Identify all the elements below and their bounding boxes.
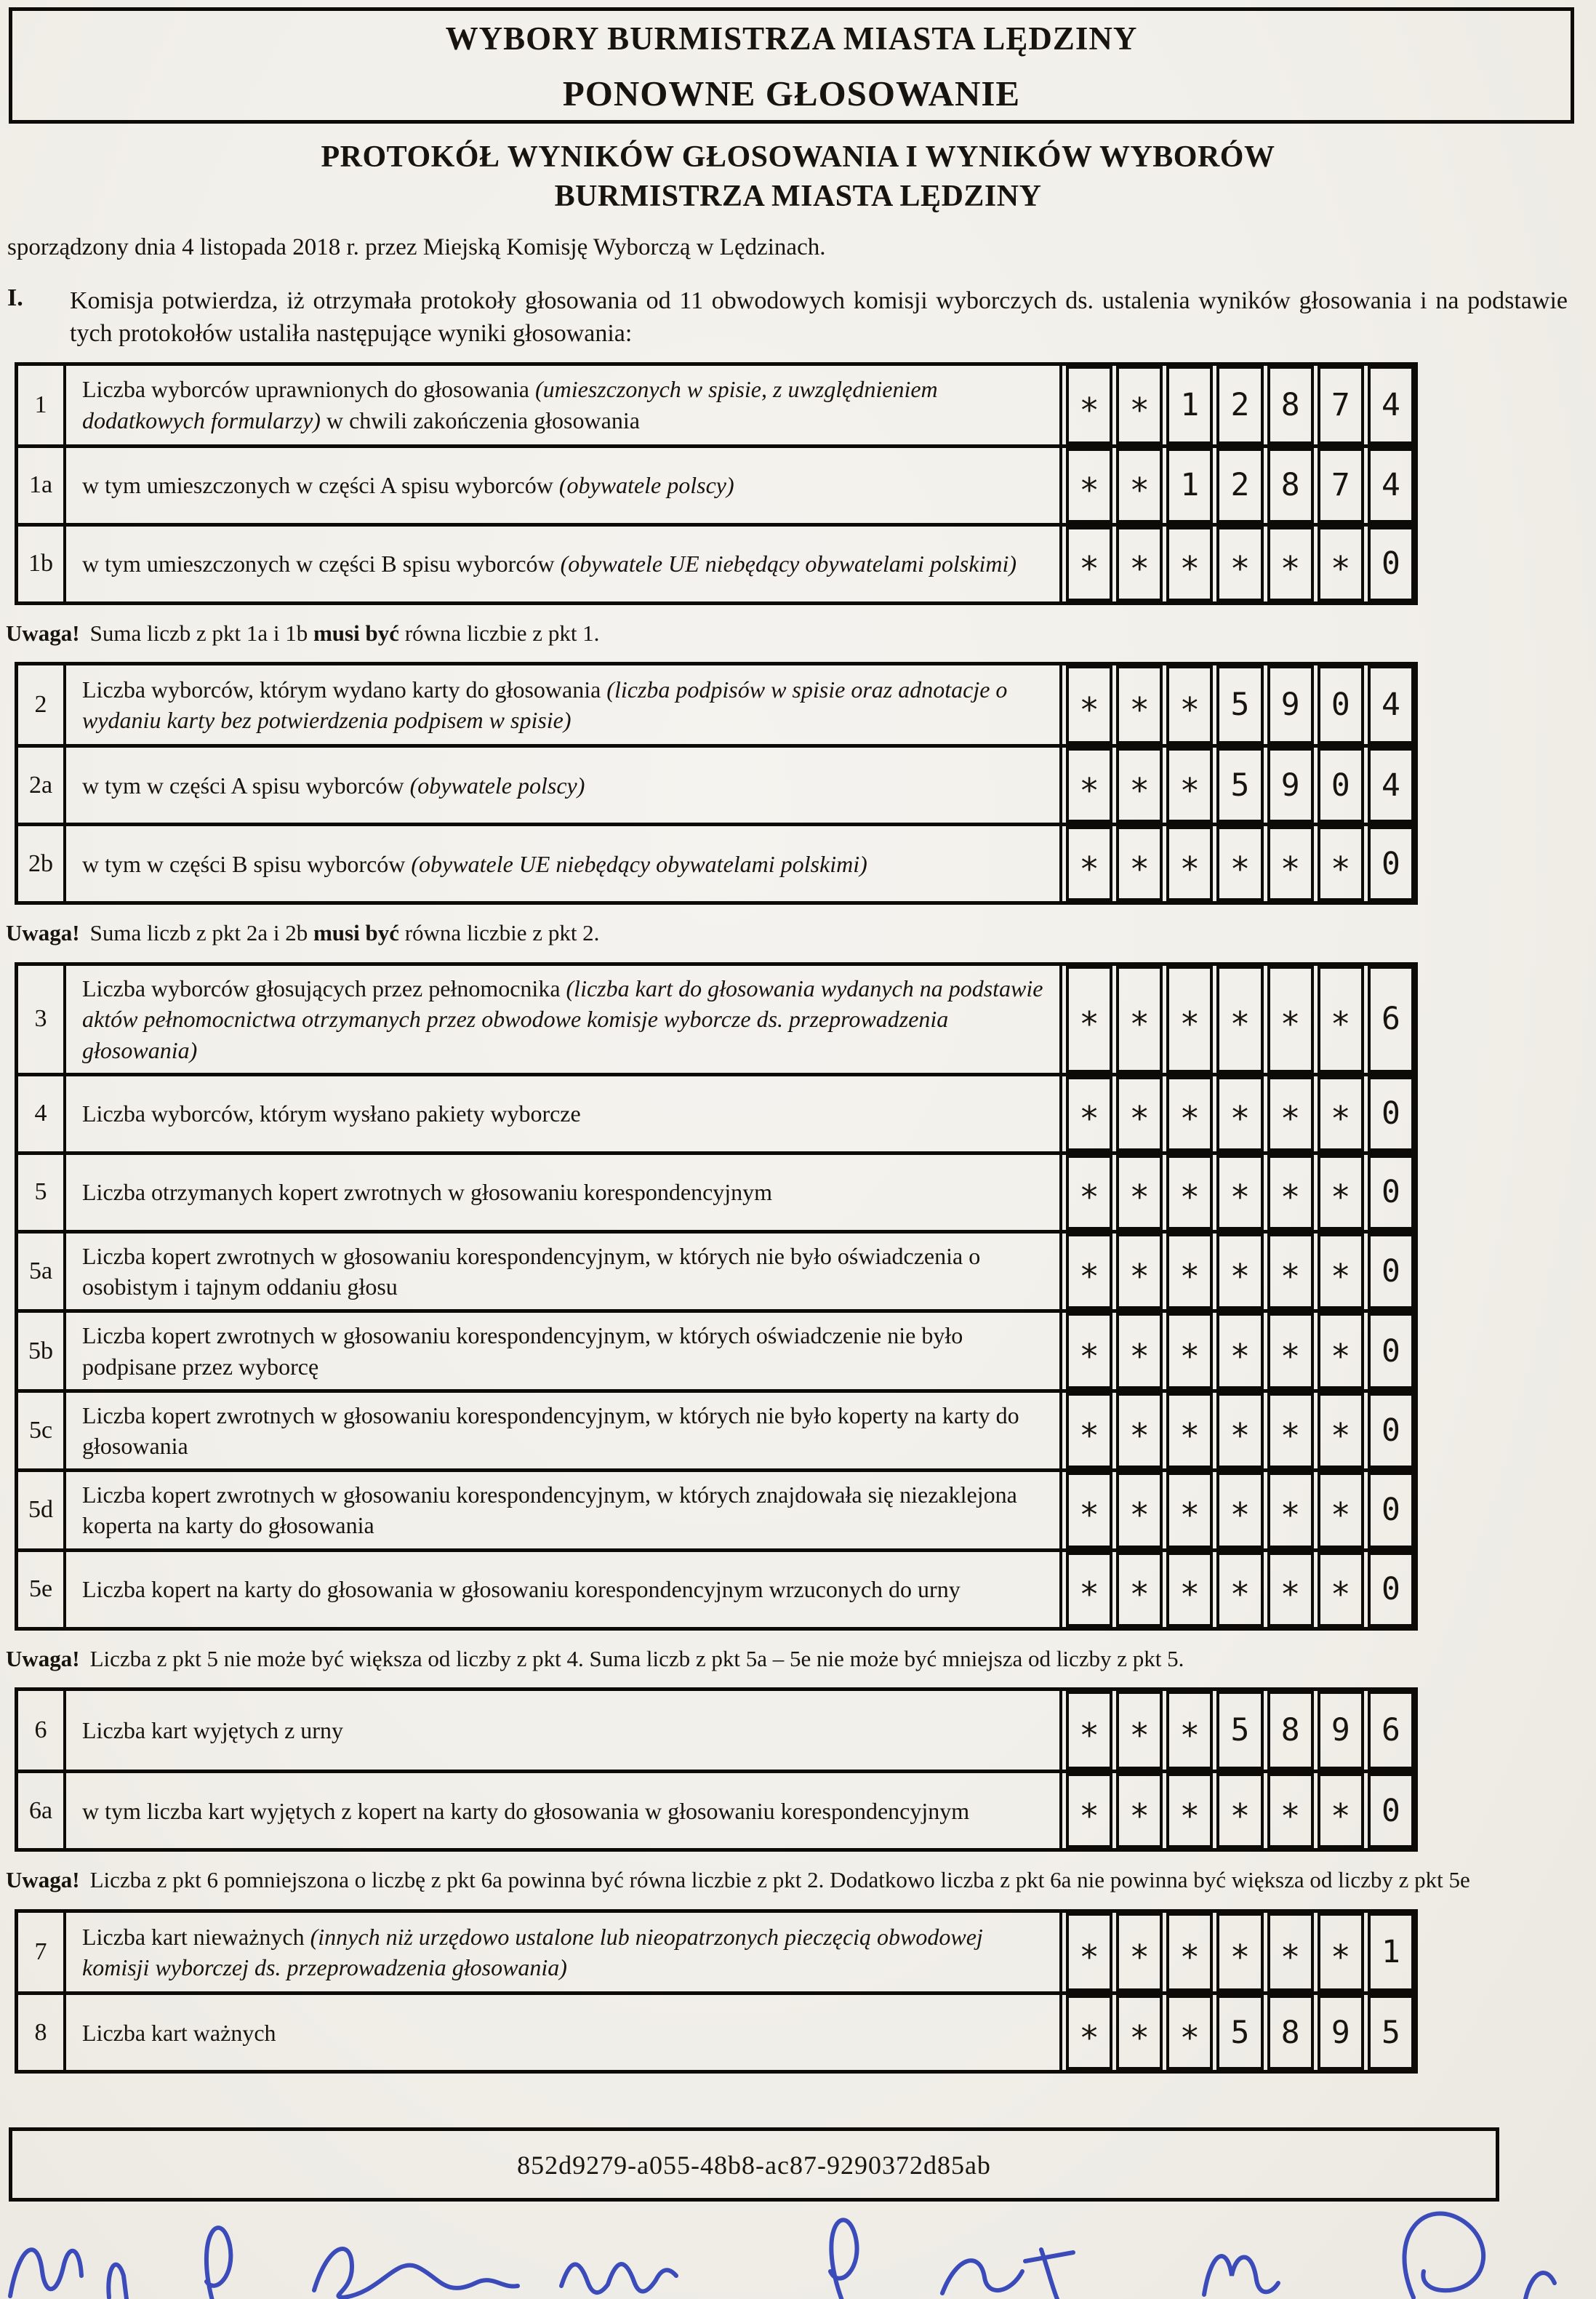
digit-cell: *: [1066, 448, 1112, 523]
digit-cell: 0: [1368, 1472, 1414, 1548]
digit-cell: *: [1216, 1076, 1263, 1151]
row-description-text: Liczba wyborców, którym wysłano pakiety wyborcze: [82, 1100, 581, 1127]
table-row: [18, 1309, 1414, 1388]
row-description-italic: (obywatele UE niebędący obywatelami polskimi): [560, 550, 1016, 577]
digit-cell: *: [1216, 1773, 1263, 1848]
runoff-label: PONOWNE GŁOSOWANIE: [562, 73, 1021, 113]
digit-cell: *: [1116, 1076, 1163, 1151]
row-number: 8: [18, 1995, 66, 2070]
digit-cells: [1062, 448, 1414, 523]
digit-cell: *: [1066, 1691, 1112, 1770]
digit-cell: 0: [1368, 1155, 1414, 1230]
digit-cell: 0: [1368, 1313, 1414, 1388]
digit-cell: *: [1066, 1155, 1112, 1230]
digit-cell: 8: [1267, 448, 1314, 523]
signature-stroke: [206, 2228, 230, 2299]
table-row: [18, 1770, 1414, 1848]
row-description: [66, 966, 1062, 1073]
table-row: [18, 444, 1414, 523]
digit-cell: *: [1116, 1691, 1163, 1770]
row-number: 7: [18, 1913, 66, 1991]
digit-cell: 6: [1368, 1691, 1414, 1770]
digit-cells: [1062, 1552, 1414, 1627]
digit-cells: [1062, 1995, 1414, 2070]
digit-cell: *: [1318, 1552, 1364, 1627]
digit-cells: [1062, 1472, 1414, 1548]
digit-cell: *: [1066, 1313, 1112, 1388]
digit-cell: *: [1267, 826, 1314, 901]
digit-cells: [1062, 1691, 1414, 1770]
signature-stroke: [1405, 2213, 1484, 2298]
row-description-italic: (innych niż urzędowo ustalone lub nieopatrzonych pieczęcią obwodowej komisji wyborczej ds. przeprowadzenia głosowania): [82, 1924, 983, 1981]
digit-cell: 2: [1216, 448, 1263, 523]
digit-cell: *: [1216, 1913, 1263, 1991]
digit-cell: *: [1066, 1773, 1112, 1848]
digit-cell: *: [1166, 748, 1213, 823]
digit-cell: 0: [1368, 527, 1414, 601]
digit-cell: *: [1116, 1313, 1163, 1388]
digit-cells: [1062, 1773, 1414, 1848]
digit-cell: *: [1066, 1472, 1112, 1548]
section-1-text: Komisja potwierdza, iż otrzymała protokoły głosowania od 11 obwodowych komisji wyborczych ds. ustalenia wyników głosowania i na podstawie tych protokołów ustaliła następujące wyniki głosowania:: [70, 287, 1568, 348]
digit-cell: *: [1116, 1995, 1163, 2070]
signature-stroke: [1525, 2273, 1555, 2299]
digit-cell: *: [1066, 1913, 1112, 1991]
table-row: [18, 366, 1414, 444]
digit-cell: *: [1267, 1393, 1314, 1468]
digit-cell: 0: [1368, 1773, 1414, 1848]
signature-stroke: [942, 2260, 1022, 2293]
note-text: Suma liczb z pkt 2a i 2b: [89, 920, 313, 946]
row-description: [66, 1234, 1062, 1309]
digit-cell: 8: [1267, 366, 1314, 444]
digit-cell: *: [1216, 1234, 1263, 1309]
row-description: [66, 448, 1062, 523]
table-row: [18, 1230, 1414, 1309]
digit-cell: 9: [1267, 748, 1314, 823]
table-row: [18, 1548, 1414, 1627]
table-row: [18, 966, 1414, 1073]
note-text: Liczba z pkt 6 pomniejszona o liczbę z pkt 6a powinna być równa liczbie z pkt 2. Dodatkowo liczba z pkt 6a nie powinna być większa od liczby z pkt 5e: [89, 1867, 1470, 1893]
row-number: 5e: [18, 1552, 66, 1627]
digit-cell: *: [1066, 1552, 1112, 1627]
digit-cell: 8: [1267, 1995, 1314, 2070]
table-row: [18, 823, 1414, 901]
digit-cell: *: [1267, 1313, 1314, 1388]
digit-cell: *: [1066, 1995, 1112, 2070]
digit-cell: *: [1116, 748, 1163, 823]
row-number: 5: [18, 1155, 66, 1230]
table-row: [18, 1151, 1414, 1230]
table-row: [18, 1691, 1414, 1770]
row-description-text: Liczba otrzymanych kopert zwrotnych w głosowaniu korespondencyjnym: [82, 1179, 773, 1206]
digit-cell: 4: [1368, 665, 1414, 744]
digit-cell: *: [1267, 966, 1314, 1073]
digit-cell: 0: [1368, 1393, 1414, 1468]
row-number: 5b: [18, 1313, 66, 1388]
digit-cell: *: [1166, 665, 1213, 744]
row-description: [66, 1472, 1062, 1548]
signature-stroke: [314, 2249, 518, 2298]
digit-cell: *: [1267, 1155, 1314, 1230]
digit-cell: *: [1066, 1393, 1112, 1468]
row-number: 2a: [18, 748, 66, 823]
section-1: [7, 284, 1578, 351]
note-4: [6, 1865, 1504, 1896]
digit-cell: 0: [1318, 665, 1364, 744]
row-description-italic: (umieszczonych w spisie, z uwzględnieniem dodatkowych formularzy): [82, 376, 938, 433]
digit-cell: 0: [1368, 1552, 1414, 1627]
protocol-title-line2: BURMISTRZA MIASTA LĘDZINY: [554, 179, 1042, 213]
digit-cells: [1062, 527, 1414, 601]
signature-stroke: [561, 2264, 676, 2292]
digit-cell: *: [1166, 966, 1213, 1073]
row-description-text: w tym liczba kart wyjętych z kopert na karty do głosowania w głosowaniu korespondencyjnym: [82, 1797, 970, 1824]
row-description-text: Liczba kopert na karty do głosowania w głosowaniu korespondencyjnym wrzuconych do urny: [82, 1576, 961, 1603]
digit-cell: *: [1267, 1913, 1314, 1991]
note-3: [6, 1644, 1504, 1675]
table-row: [18, 523, 1414, 601]
digit-cell: 1: [1166, 366, 1213, 444]
table-row: [18, 744, 1414, 823]
digit-cell: *: [1216, 966, 1263, 1073]
row-description: [66, 1691, 1062, 1770]
digit-cell: 9: [1318, 1691, 1364, 1770]
digit-cell: *: [1116, 1773, 1163, 1848]
row-number: 1a: [18, 448, 66, 523]
row-description-italic: (obywatele polscy): [558, 471, 734, 498]
protocol-title: [0, 138, 1596, 217]
signature-stroke: [108, 2265, 127, 2299]
digit-cell: 1: [1166, 448, 1213, 523]
digit-cell: *: [1318, 966, 1364, 1073]
digit-cell: *: [1116, 665, 1163, 744]
digit-cell: *: [1116, 1913, 1163, 1991]
digit-cell: *: [1166, 527, 1213, 601]
row-description: [66, 748, 1062, 823]
digit-cell: 2: [1216, 366, 1263, 444]
digit-cell: 0: [1368, 1076, 1414, 1151]
digit-cell: *: [1066, 1076, 1112, 1151]
row-number: 5d: [18, 1472, 66, 1548]
row-description-italic: (liczba kart do głosowania wydanych na podstawie aktów pełnomocnictwa otrzymanych przez obwodowe komisje wyborcze ds. przeprowadzenia głosowania): [82, 975, 1043, 1063]
digit-cell: *: [1216, 527, 1263, 601]
table-row: [18, 1468, 1414, 1548]
row-description: [66, 665, 1062, 744]
signature-stroke: [830, 2220, 857, 2299]
prepared-line: sporządzony dnia 4 listopada 2018 r. przez Miejską Komisję Wyborczą w Lędzinach.: [7, 233, 826, 260]
table-row: [18, 1913, 1414, 1991]
digit-cell: *: [1166, 1773, 1213, 1848]
row-description-text: Liczba kart wyjętych z urny: [82, 1717, 343, 1744]
row-number: 6a: [18, 1773, 66, 1848]
digit-cell: *: [1318, 527, 1364, 601]
section-1-label: I.: [7, 284, 23, 311]
results-table-2: [15, 662, 1418, 905]
row-description: [66, 1995, 1062, 2070]
digit-cell: *: [1166, 1155, 1213, 1230]
row-description-text: Liczba wyborców, którym wydano karty do głosowania: [82, 676, 607, 703]
digit-cell: 7: [1318, 448, 1364, 523]
digit-cell: *: [1116, 448, 1163, 523]
digit-cells: [1062, 826, 1414, 901]
digit-cell: *: [1318, 1076, 1364, 1151]
digit-cell: *: [1116, 527, 1163, 601]
row-description: [66, 1773, 1062, 1848]
note-text: równa liczbie z pkt 1.: [398, 620, 600, 646]
note-text: Suma liczb z pkt 1a i 1b: [89, 620, 313, 646]
note-bold: Uwaga!: [6, 620, 80, 646]
digit-cell: *: [1116, 966, 1163, 1073]
digit-cell: *: [1267, 1773, 1314, 1848]
digit-cell: *: [1166, 1995, 1213, 2070]
row-description-italic: (liczba podpisów w spisie oraz adnotacje o wydaniu karty bez potwierdzenia podpisem w spisie): [82, 676, 1008, 734]
row-description: [66, 527, 1062, 601]
row-description-text: Liczba kopert zwrotnych w głosowaniu korespondencyjnym, w których oświadczenie nie było podpisane przez wyborcę: [82, 1322, 963, 1380]
row-number: 1: [18, 366, 66, 444]
digit-cell: *: [1216, 1472, 1263, 1548]
row-description-text: Liczba kopert zwrotnych w głosowaniu korespondencyjnym, w których znajdowała się niezaklejona koperta na karty do głosowania: [82, 1482, 1017, 1539]
row-description-italic: (obywatele polscy): [409, 772, 585, 799]
digit-cell: *: [1066, 1234, 1112, 1309]
digit-cell: *: [1318, 826, 1364, 901]
digit-cells: [1062, 1313, 1414, 1388]
note-bold: Uwaga!: [6, 1867, 80, 1893]
digit-cell: *: [1166, 1552, 1213, 1627]
digit-cell: *: [1116, 826, 1163, 901]
digit-cell: *: [1066, 366, 1112, 444]
note-text: Liczba z pkt 5 nie może być większa od liczby z pkt 4. Suma liczb z pkt 5a – 5e nie może być mniejsza od liczby z pkt 5.: [89, 1645, 1184, 1671]
digit-cell: 9: [1267, 665, 1314, 744]
row-number: 2b: [18, 826, 66, 901]
digit-cell: 9: [1318, 1995, 1364, 2070]
row-number: 5c: [18, 1393, 66, 1468]
digit-cell: *: [1267, 1076, 1314, 1151]
digit-cell: 8: [1267, 1691, 1314, 1770]
table-row: [18, 1073, 1414, 1151]
digit-cell: *: [1166, 1393, 1213, 1468]
digit-cell: 5: [1368, 1995, 1414, 2070]
digit-cell: *: [1318, 1393, 1364, 1468]
row-description: [66, 1552, 1062, 1627]
digit-cell: 0: [1368, 1234, 1414, 1309]
results-table-1: [15, 362, 1418, 605]
signature-stroke: [1204, 2256, 1278, 2295]
digit-cell: *: [1166, 1313, 1213, 1388]
digit-cells: [1062, 1234, 1414, 1309]
digit-cell: *: [1166, 1691, 1213, 1770]
row-description-italic: (obywatele UE niebędący obywatelami polskimi): [411, 850, 867, 877]
row-description-text: w tym umieszczonych w części B spisu wyborców: [82, 550, 561, 577]
digit-cell: *: [1166, 1472, 1213, 1548]
digit-cell: 7: [1318, 366, 1364, 444]
digit-cell: 5: [1216, 1995, 1263, 2070]
digit-cell: *: [1116, 1472, 1163, 1548]
digit-cell: *: [1066, 748, 1112, 823]
table-row: [18, 1991, 1414, 2070]
row-description-text: Liczba wyborców głosujących przez pełnomocnika: [82, 975, 566, 1002]
row-description: [66, 826, 1062, 901]
protocol-id: 852d9279-a055-48b8-ac87-9290372d85ab: [517, 2151, 991, 2180]
digit-cell: *: [1116, 366, 1163, 444]
row-description: [66, 366, 1062, 444]
digit-cell: *: [1318, 1313, 1364, 1388]
row-description-text: Liczba kart ważnych: [82, 2019, 276, 2046]
digit-cells: [1062, 665, 1414, 744]
digit-cell: *: [1267, 1472, 1314, 1548]
protocol-title-line1: PROTOKÓŁ WYNIKÓW GŁOSOWANIA I WYNIKÓW WYBORÓW: [321, 140, 1275, 174]
digit-cell: *: [1216, 826, 1263, 901]
digit-cells: [1062, 366, 1414, 444]
digit-cell: *: [1066, 966, 1112, 1073]
row-number: 5a: [18, 1234, 66, 1309]
digit-cell: 5: [1216, 1691, 1263, 1770]
digit-cell: 0: [1318, 748, 1364, 823]
row-description-text: w tym w części A spisu wyborców: [82, 772, 410, 799]
digit-cell: *: [1318, 1773, 1364, 1848]
row-number: 4: [18, 1076, 66, 1151]
row-number: 2: [18, 665, 66, 744]
digit-cell: *: [1116, 1393, 1163, 1468]
digit-cell: *: [1116, 1234, 1163, 1309]
signature-stroke: [10, 2250, 81, 2296]
digit-cells: [1062, 1076, 1414, 1151]
row-number: 6: [18, 1691, 66, 1770]
row-description: [66, 1155, 1062, 1230]
digit-cell: *: [1166, 1913, 1213, 1991]
digit-cells: [1062, 748, 1414, 823]
row-description-text: w chwili zakończenia głosowania: [320, 407, 640, 433]
digit-cell: *: [1116, 1552, 1163, 1627]
note-1: [6, 618, 1504, 649]
note-bold: Uwaga!: [6, 1645, 80, 1671]
row-description: [66, 1913, 1062, 1991]
digit-cell: 6: [1368, 966, 1414, 1073]
digit-cell: *: [1216, 1155, 1263, 1230]
digit-cells: [1062, 1155, 1414, 1230]
digit-cell: 5: [1216, 748, 1263, 823]
row-description-text: Liczba kopert zwrotnych w głosowaniu korespondencyjnym, w których nie było oświadczenia o osobistym i tajnym oddaniu głosu: [82, 1242, 981, 1300]
digit-cell: *: [1116, 1155, 1163, 1230]
digit-cell: *: [1216, 1313, 1263, 1388]
table-row: [18, 665, 1414, 744]
row-description-text: Liczba wyborców uprawnionych do głosowania: [82, 376, 535, 403]
note-bold: musi być: [313, 620, 399, 646]
row-description-text: w tym umieszczonych w części A spisu wyborców: [82, 471, 559, 498]
row-description: [66, 1393, 1062, 1468]
digit-cell: *: [1216, 1393, 1263, 1468]
digit-cell: *: [1066, 527, 1112, 601]
signature-stroke: [1025, 2250, 1073, 2299]
digit-cell: *: [1318, 1155, 1364, 1230]
digit-cell: *: [1166, 826, 1213, 901]
row-number: 1b: [18, 527, 66, 601]
digit-cell: *: [1066, 665, 1112, 744]
digit-cell: *: [1267, 527, 1314, 601]
row-number: 3: [18, 966, 66, 1073]
digit-cell: *: [1318, 1472, 1364, 1548]
note-bold: Uwaga!: [6, 920, 80, 946]
digit-cell: *: [1267, 1552, 1314, 1627]
digit-cell: *: [1216, 1552, 1263, 1627]
digit-cell: *: [1066, 826, 1112, 901]
digit-cell: *: [1166, 1234, 1213, 1309]
row-description: [66, 1313, 1062, 1388]
results-table-4: [15, 1687, 1418, 1852]
digit-cells: [1062, 966, 1414, 1073]
row-description-text: Liczba kopert zwrotnych w głosowaniu korespondencyjnym, w których nie było koperty na karty do głosowania: [82, 1402, 1019, 1459]
note-text: równa liczbie z pkt 2.: [398, 920, 600, 946]
digit-cell: 1: [1368, 1913, 1414, 1991]
note-2: [6, 918, 1504, 949]
digit-cell: 5: [1216, 665, 1263, 744]
digit-cell: *: [1166, 1076, 1213, 1151]
row-description-text: w tym w części B spisu wyborców: [82, 850, 412, 877]
barcode-id-box: [9, 2127, 1499, 2202]
row-description-text: Liczba kart nieważnych: [82, 1924, 310, 1950]
results-table-5: [15, 1909, 1418, 2074]
digit-cell: *: [1318, 1234, 1364, 1309]
header-box: [9, 7, 1574, 124]
digit-cell: *: [1267, 1234, 1314, 1309]
digit-cell: 4: [1368, 748, 1414, 823]
results-table-3: [15, 962, 1418, 1631]
row-description: [66, 1076, 1062, 1151]
election-name: WYBORY BURMISTRZA MIASTA LĘDZINY: [445, 20, 1138, 57]
note-bold: musi być: [313, 920, 399, 946]
digit-cell: *: [1318, 1913, 1364, 1991]
digit-cells: [1062, 1913, 1414, 1991]
digit-cell: 4: [1368, 448, 1414, 523]
digit-cells: [1062, 1393, 1414, 1468]
table-row: [18, 1389, 1414, 1468]
digit-cell: 4: [1368, 366, 1414, 444]
digit-cell: 0: [1368, 826, 1414, 901]
